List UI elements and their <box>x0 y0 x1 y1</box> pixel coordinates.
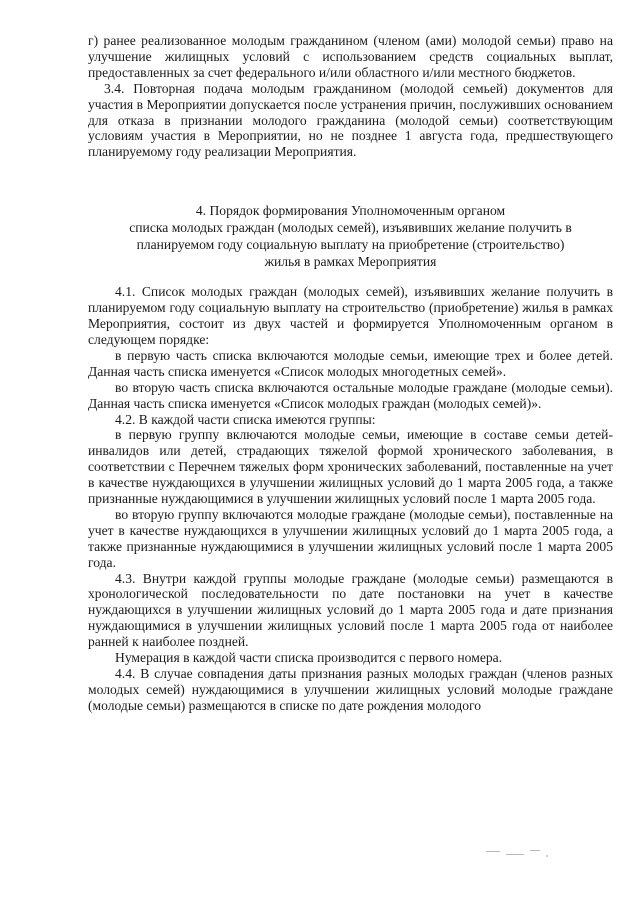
scan-speck <box>506 854 524 855</box>
scan-speck <box>546 855 548 857</box>
scan-speck <box>486 851 500 852</box>
paragraph-g: г) ранее реализованное молодым гражданином (членом (ами) молодой семьи) право на улучшение жилищных условий с использованием средств социальных выплат, предоставленных за счет федерального и/или областного и/или местного бюджетов. <box>88 33 613 80</box>
heading-line-3: планируемом году социальную выплату на приобретение (строительство) <box>136 237 565 253</box>
scan-speck <box>530 850 540 851</box>
paragraph-numbering: Нумерация в каждой части списка производится с первого номера. <box>115 650 503 666</box>
heading-line-4: жилья в рамках Мероприятия <box>264 254 437 270</box>
paragraph-second-part: во вторую часть списка включаются остальные молодые граждане (молодые семьи). Данная часть списка именуется «Список молодых граждан (молодых семей)». <box>88 379 613 411</box>
scan-artifact <box>480 845 560 865</box>
paragraph-4-3: 4.3. Внутри каждой группы молодые граждане (молодые семьи) размещаются в хронологической последовательности по дате постановки на учет в качестве нуждающихся в улучшении жилищных условий до 1 марта 2005 года и дате признания нуждающимися в улучшении жилищных условий после 1 марта 2005 года от наиболее ранней к наиболее поздней. <box>88 570 613 650</box>
paragraph-3-4: 3.4. Повторная подача молодым гражданином (молодой семьей) документов для участия в Мероприятии допускается после устранения причин, послуживших основанием для отказа в признании молодого гражданина (молодой семьи) соответствующим условиям участия в Мероприятии, но не позднее 1 августа года, предшествующего планируемому году реализации Мероприятия. <box>88 80 613 160</box>
paragraph-4-2: 4.2. В каждой части списка имеются группы: <box>115 411 376 427</box>
heading-line-1: 4. Порядок формирования Уполномоченным органом <box>195 203 506 219</box>
section-4-heading <box>88 202 613 270</box>
paragraph-4-1: 4.1. Список молодых граждан (молодых семей), изъявивших желание получить в планируемом году социальную выплату на строительство (приобретение) жилья в рамках Мероприятия, состоит из двух частей и формируется Уполномоченным органом в следующем порядке: <box>88 284 613 347</box>
heading-line-2: списка молодых граждан (молодых семей), изъявивших желание получить в <box>129 220 572 236</box>
paragraph-first-part: в первую часть списка включаются молодые семьи, имеющие трех и более детей. Данная часть списка именуется «Список молодых многодетных семей». <box>88 347 613 379</box>
paragraph-4-4: 4.4. В случае совпадения даты признания разных молодых граждан (членов разных молодых семей) нуждающимися в улучшении жилищных условий молодые граждане (молодые семьи) размещаются в списке по дате рождения молодого <box>88 666 613 713</box>
paragraph-first-group: в первую группу включаются молодые семьи, имеющие в составе семьи детей-инвалидов или детей, страдающих тяжелой формой хронического заболевания, в соответствии с Перечнем тяжелых форм хронических заболеваний, поставленные на учет в качестве нуждающихся в улучшении жилищных условий до 1 марта 2005 года, а также признанные нуждающимися в улучшении жилищных условий после 1 марта 2005 года. <box>88 427 613 507</box>
paragraph-second-group: во вторую группу включаются молодые граждане (молодые семьи), поставленные на учет в качестве нуждающихся в улучшении жилищных условий до 1 марта 2005 года, а также признанные нуждающимися в улучшении жилищных условий после 1 марта 2005 года. <box>88 506 613 570</box>
